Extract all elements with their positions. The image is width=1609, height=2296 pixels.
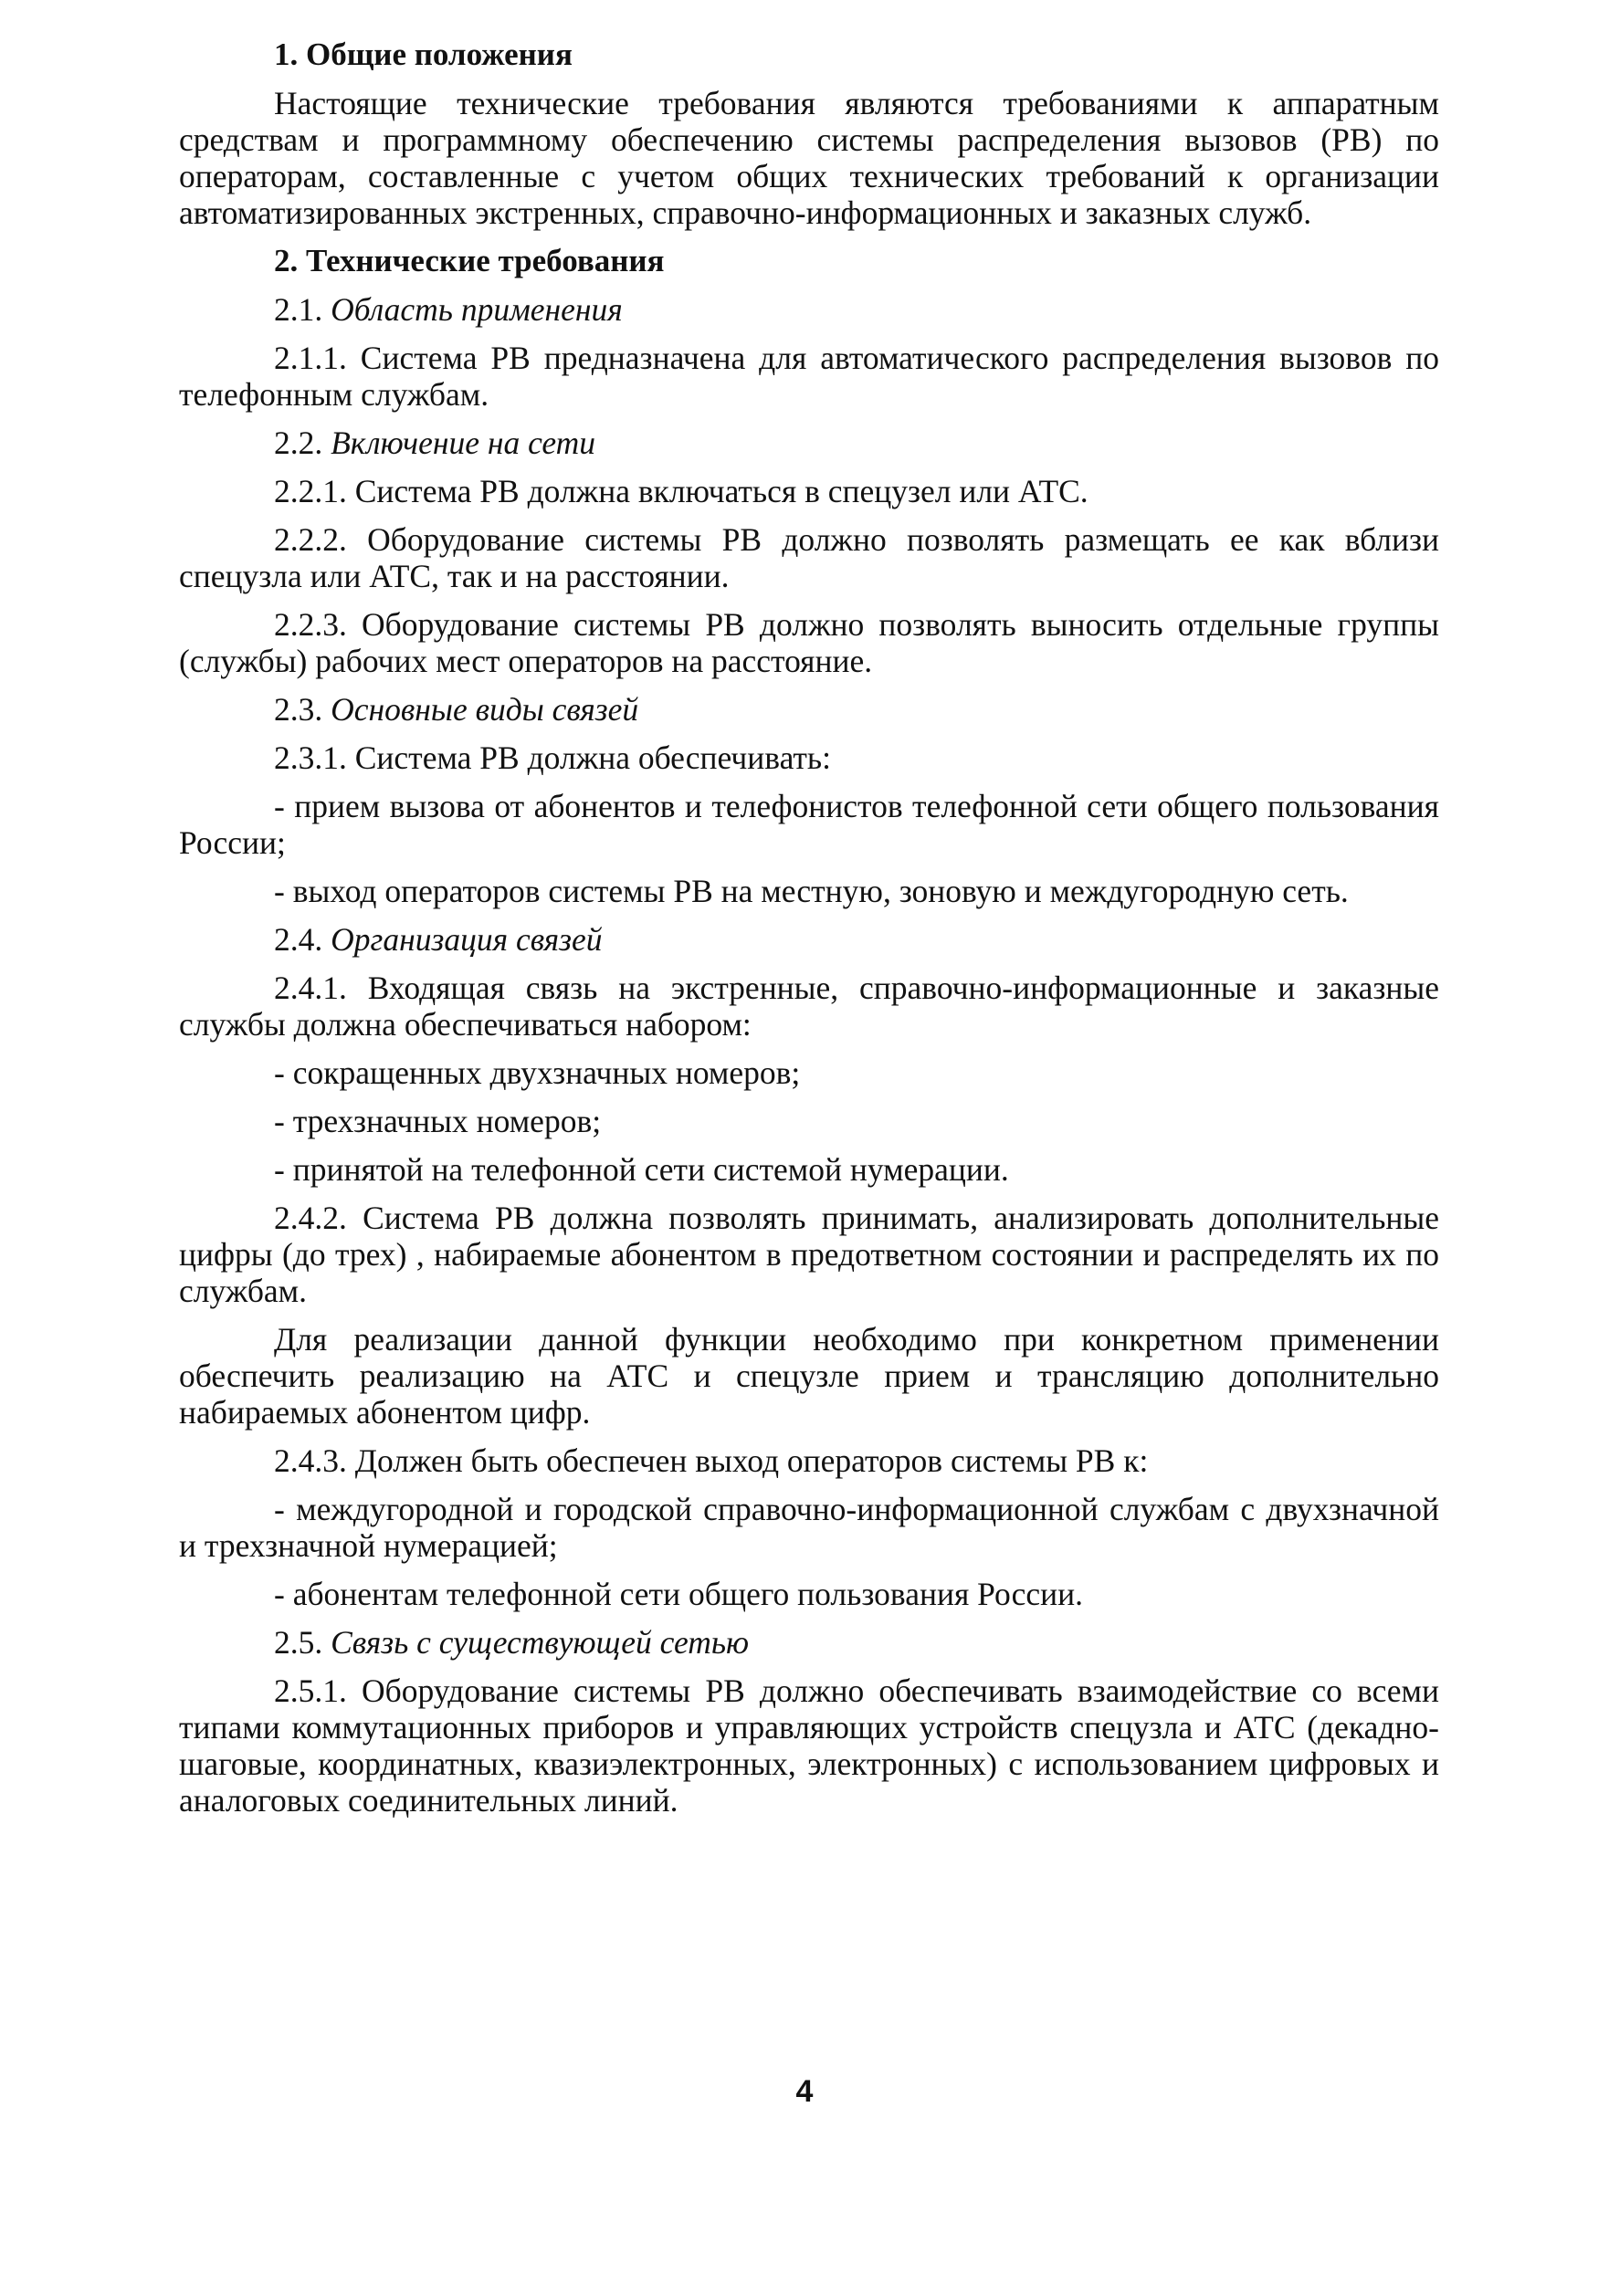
- subsection-number: 2.5.: [274, 1624, 323, 1661]
- list-item: - сокращенных двухзначных номеров;: [274, 1054, 801, 1091]
- subsection-number: 2.1.: [274, 291, 323, 328]
- paragraph-2-3-1: 2.3.1. Система РВ должна обеспечивать:: [274, 739, 831, 776]
- subsection-title: Включение на сети: [331, 425, 596, 461]
- paragraph-2-2-3: 2.2.3. Оборудование системы РВ должно позволять выносить отдельные группы (службы) рабочих мест операторов на расстояние.: [179, 606, 1439, 679]
- paragraph-2-4-2-continued: Для реализации данной функции необходимо при конкретном применении обеспечить реализацию на АТС и спецузле прием и трансляцию дополнительно набираемых абонентом цифр.: [179, 1321, 1439, 1431]
- paragraph-2-4-2: 2.4.2. Система РВ должна позволять принимать, анализировать дополнительные цифры (до трех) , набираемые абонентом в предответном состоянии и распределять их по службам.: [179, 1200, 1439, 1309]
- page-number: 4: [795, 2074, 814, 2109]
- document-page: [179, 37, 1439, 1830]
- list-item: - абонентам телефонной сети общего пользования России.: [274, 1576, 1084, 1612]
- subsection-number: 2.4.: [274, 921, 323, 958]
- subsection-number: 2.3.: [274, 691, 323, 728]
- section-2-heading: 2. Технические требования: [274, 243, 665, 278]
- subsection-2-2-heading: [179, 425, 1439, 461]
- paragraph-2-2-2: 2.2.2. Оборудование системы РВ должно позволять размещать ее как вблизи спецузла или АТС, так и на расстоянии.: [179, 521, 1439, 594]
- list-item: - междугородной и городской справочно-информационной службам с двухзначной и трехзначной нумерацией;: [179, 1491, 1439, 1564]
- list-item: - принятой на телефонной сети системой нумерации.: [274, 1151, 1009, 1188]
- paragraph-2-2-1: 2.2.1. Система РВ должна включаться в спецузел или АТС.: [274, 473, 1088, 509]
- section-1-paragraph: Настоящие технические требования являются требованиями к аппаратным средствам и программному обеспечению системы распределения вызовов (РВ) по операторам, составленные с учетом общих технических требований к организации автоматизированных экстренных, справочно-информационных и заказных служб.: [179, 85, 1439, 231]
- paragraph-2-5-1: 2.5.1. Оборудование системы РВ должно обеспечивать взаимодействие со всеми типами коммутационных приборов и управляющих устройств спецузла и АТС (декадно-шаговые, координатных, квазиэлектронных, электронных) с использованием цифровых и аналоговых соединительных линий.: [179, 1672, 1439, 1819]
- paragraph-2-4-3: 2.4.3. Должен быть обеспечен выход операторов системы РВ к:: [274, 1442, 1149, 1479]
- paragraph-2-4-1: 2.4.1. Входящая связь на экстренные, справочно-информационные и заказные службы должна обеспечиваться набором:: [179, 970, 1439, 1043]
- section-1-heading: 1. Общие положения: [274, 37, 573, 72]
- subsection-2-5-heading: [179, 1624, 1439, 1661]
- list-item: - выход операторов системы РВ на местную, зоновую и междугородную сеть.: [274, 873, 1349, 909]
- subsection-2-3-heading: [179, 691, 1439, 728]
- subsection-2-1-heading: [179, 291, 1439, 328]
- paragraph-2-1-1: 2.1.1. Система РВ предназначена для автоматического распределения вызовов по телефонным службам.: [179, 340, 1439, 413]
- subsection-title: Связь с существующей сетью: [331, 1624, 750, 1661]
- subsection-title: Область применения: [331, 291, 623, 328]
- subsection-2-4-heading: [179, 921, 1439, 958]
- subsection-title: Организация связей: [331, 921, 603, 958]
- subsection-title: Основные виды связей: [331, 691, 639, 728]
- subsection-number: 2.2.: [274, 425, 323, 461]
- list-item: - трехзначных номеров;: [274, 1103, 602, 1139]
- list-item: - прием вызова от абонентов и телефонистов телефонной сети общего пользования России;: [179, 788, 1439, 861]
